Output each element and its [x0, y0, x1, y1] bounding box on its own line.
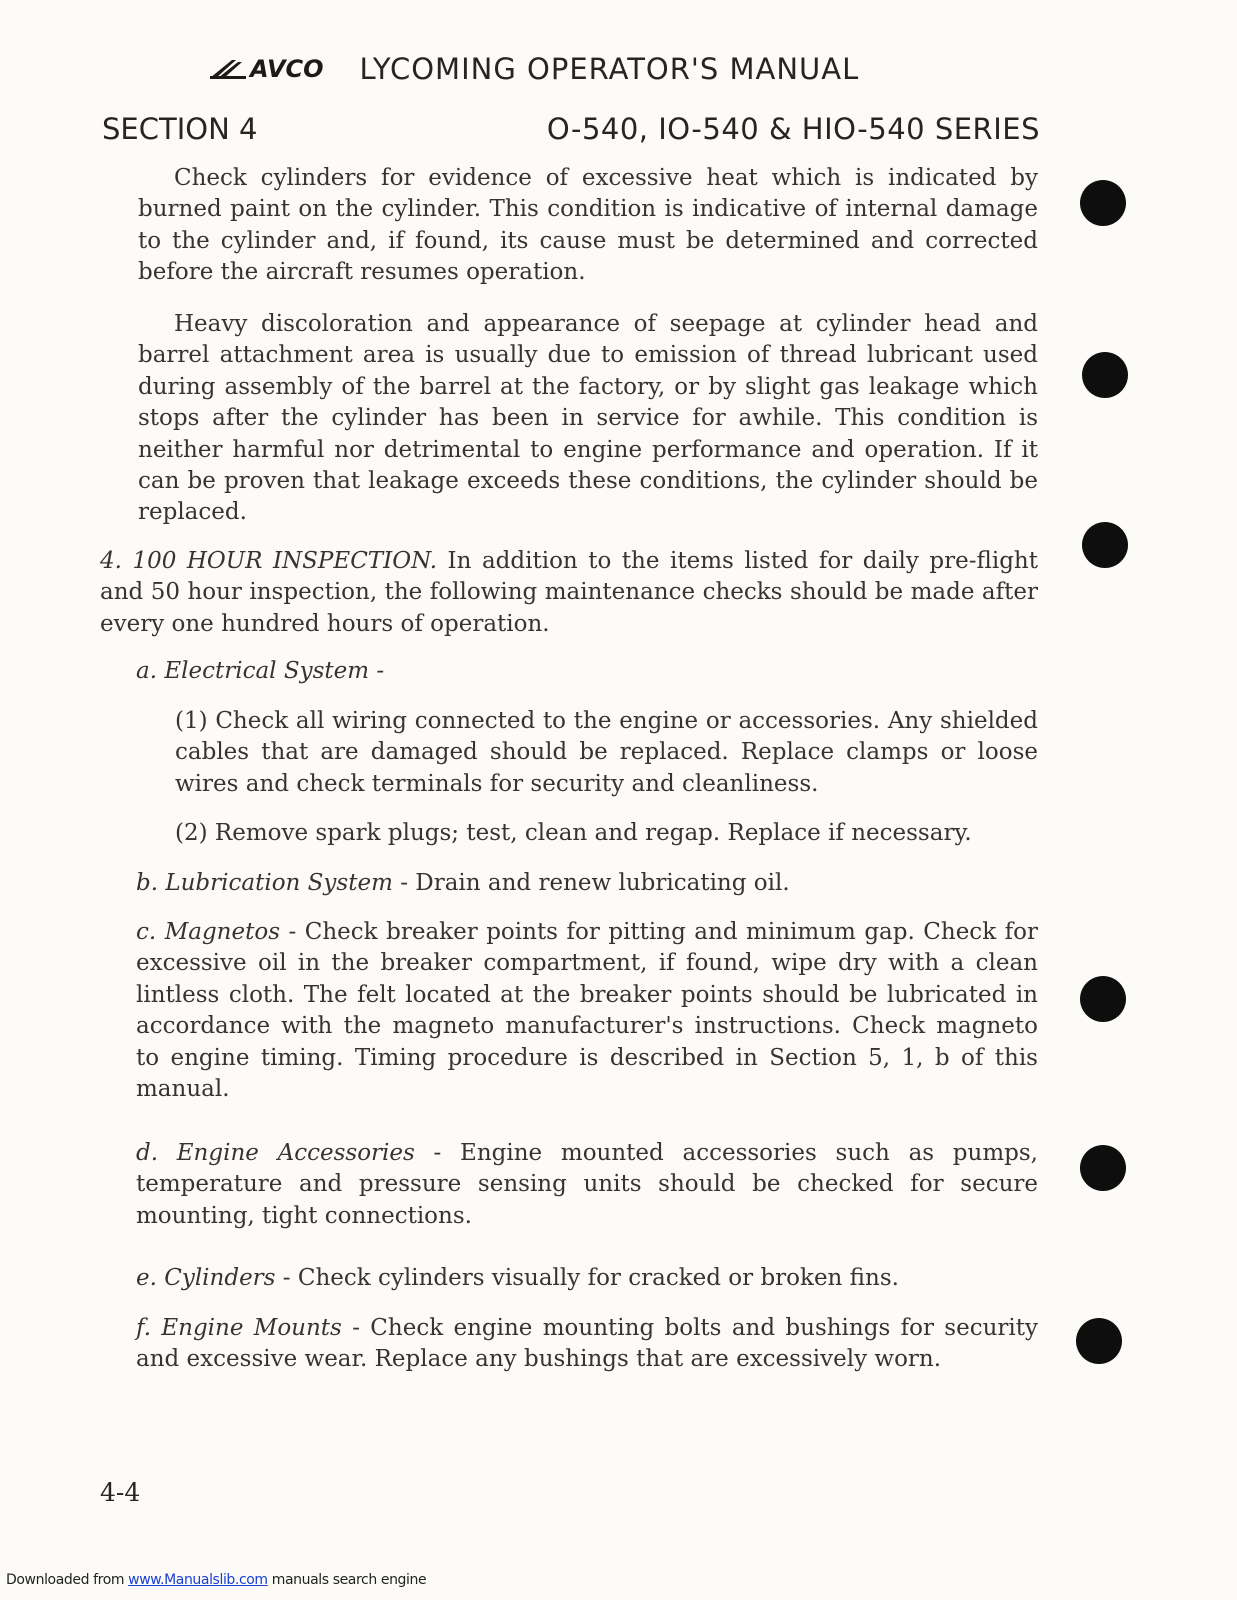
logo-text: AVCO [250, 55, 324, 83]
binder-hole-1 [1080, 180, 1126, 226]
item-b-label: b. Lubrication System [136, 870, 393, 896]
item-c [136, 917, 1038, 1105]
binder-hole-3 [1082, 522, 1128, 568]
item-e-text: - Check cylinders visually for cracked or broken fins. [275, 1265, 899, 1291]
series-label: O-540, IO-540 & HIO-540 SERIES [546, 112, 1040, 146]
page-header [210, 52, 859, 86]
item-d-text: - Engine mounted accessories such as pumps, temperature and pressure sensing units should be checked for secure mounting, tight connections. [136, 1140, 1038, 1229]
page-number: 4-4 [100, 1478, 141, 1507]
manual-title: LYCOMING OPERATOR'S MANUAL [359, 52, 860, 86]
paragraph-seepage: Heavy discoloration and appearance of seepage at cylinder head and barrel attachment area is usually due to emission of thread lubricant used during assembly of the barrel at the factory, or by slight gas leakage which stops after the cylinder has been in service for awhile. This condition is neither harmful nor detrimental to engine performance and operation. If it can be proven that leakage exceeds these conditions, the cylinder should be replaced. [138, 311, 1038, 526]
inspection-section [100, 546, 1038, 640]
footer-suffix: manuals search engine [267, 1572, 427, 1588]
inspection-intro: In addition to the items listed for daily pre-flight and 50 hour inspection, the following maintenance checks should be made after every one hundred hours of operation. [100, 548, 1038, 637]
item-f [136, 1313, 1038, 1376]
binder-hole-5 [1080, 1145, 1126, 1191]
section-header [102, 112, 1040, 146]
item-d-label: d. Engine Accessories [136, 1140, 415, 1166]
item-c-label: c. Magnetos [136, 919, 280, 945]
item-b [136, 868, 1036, 899]
item-e [136, 1263, 1038, 1294]
item-d [136, 1138, 1038, 1232]
item-b-text: - Drain and renew lubricating oil. [392, 870, 790, 896]
binder-hole-2 [1082, 352, 1128, 398]
item-a1-text: (1) Check all wiring connected to the engine or accessories. Any shielded cables that are damaged should be replaced. Replace clamps or loose wires and check terminals for security and cleanliness. [175, 708, 1038, 797]
avco-logo [210, 55, 324, 83]
section-label: SECTION 4 [102, 112, 258, 146]
manualslib-link[interactable]: www.Manualslib.com [128, 1572, 268, 1588]
paragraph-excessive-heat: Check cylinders for evidence of excessive heat which is indicated by burned paint on the cylinder. This condition is indicative of internal damage to the cylinder and, if found, its cause must be determined and corrected before the aircraft resumes operation. [138, 165, 1038, 286]
footer-prefix: Downloaded from [6, 1572, 129, 1588]
item-a-label: a. Electrical System - [136, 658, 385, 684]
avco-wing-icon [210, 58, 248, 80]
download-footer [6, 1572, 426, 1588]
item-c-text: - Check breaker points for pitting and minimum gap. Check for excessive oil in the breaker compartment, if found, wipe dry with a clean lintless cloth. The felt located at the breaker points should be lubricated in accordance with the magneto manufacturer's instructions. Check magneto to engine timing. Timing procedure is described in Section 5, 1, b of this manual. [136, 919, 1038, 1103]
item-e-label: e. Cylinders [136, 1265, 276, 1291]
item-a2-text: (2) Remove spark plugs; test, clean and regap. Replace if necessary. [175, 820, 972, 846]
inspection-heading: 4. 100 HOUR INSPECTION. [100, 548, 438, 574]
item-f-label: f. Engine Mounts [136, 1315, 342, 1341]
binder-hole-4 [1080, 976, 1126, 1022]
binder-hole-6 [1076, 1318, 1122, 1364]
item-f-text: - Check engine mounting bolts and bushings for security and excessive wear. Replace any bushings that are excessively worn. [136, 1315, 1038, 1373]
